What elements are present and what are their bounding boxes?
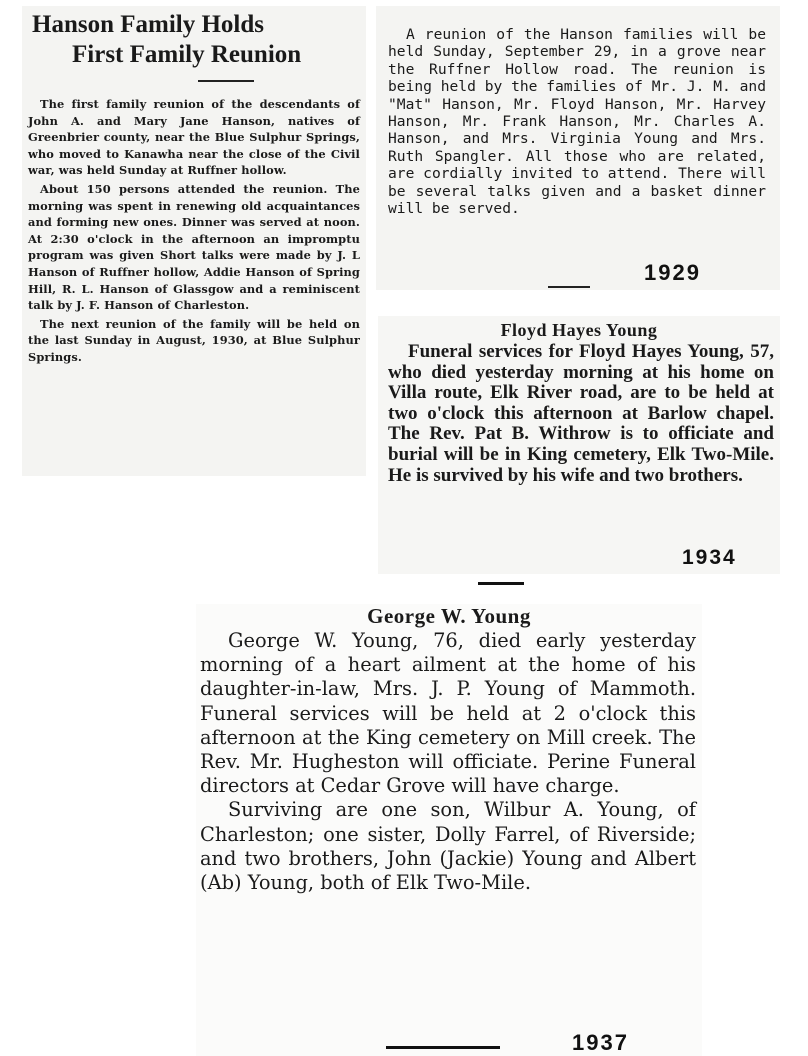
- notice-body: [388, 26, 766, 217]
- divider-rule: [548, 286, 590, 288]
- paragraph-1: The first family reunion of the descendants of John A. and Mary Jane Hanson, natives of Greenbrier county, near the Blue Sulphur Springs, who moved to Kanawha near the close of the Civil war, was held Sunday at Ruffner hollow.: [28, 97, 360, 178]
- george-young-obituary-clipping: [196, 604, 702, 1056]
- paragraph-2: About 150 persons attended the reunion. The morning was spent in renewing old acquaintances and forming new ones. Dinner was served at noon. At 2:30 o'clock in the afternoon an impromptu program was given Short talks were made by J. L Hanson of Ruffner hollow, Addie Hanson of Spring Hill, R. L. Hanson of Glassgow and a reminiscent talk by J. F. Hanson of Charleston.: [28, 181, 360, 313]
- headline-line-2: First Family Reunion: [72, 41, 302, 68]
- obituary-paragraph-2: Surviving are one son, Wilbur A. Young, of Charleston; one sister, Dolly Farrel, of Riverside; and two brothers, John (Jackie) Young and Albert (Ab) Young, both of Elk Two-Mile.: [200, 798, 696, 895]
- obituary-paragraph: Funeral services for Floyd Hayes Young, 57, who died yesterday morning at his home on Villa route, Elk River road, are to be held at two o'clock this afternoon at Barlow chapel. The Rev. Pat B. Withrow is to officiate and burial will be in King cemetery, Elk Two-Mile. He is survived by his wife and two brothers.: [388, 341, 774, 486]
- article-body: [28, 96, 360, 366]
- divider-rule: [478, 582, 524, 585]
- year-label-1929: 1929: [644, 260, 701, 285]
- year-label-1937: 1937: [572, 1030, 629, 1055]
- notice-paragraph: A reunion of the Hanson families will be held Sunday, September 29, in a grove near the Ruffner Hollow road. The reunion is being held by the families of Mr. J. M. and "Mat" Hanson, Mr. Floyd Hanson, Mr. Harvey Hanson, Mr. Frank Hanson, Mr. Charles A. Hanson, and Mrs. Virginia Young and Mrs. Ruth Spangler. All those who are related, are cordially invited to attend. There will be several talks given and a basket dinner will be served.: [388, 26, 766, 218]
- paragraph-3: The next reunion of the family will be held on the last Sunday in August, 1930, at Blue Sulphur Springs.: [28, 316, 360, 364]
- obituary-title: George W. Young: [367, 604, 531, 628]
- obituary-body: [388, 342, 774, 486]
- obituary-paragraph-1: George W. Young, 76, died early yesterday morning of a heart ailment at the home of his daughter-in-law, Mrs. J. P. Young of Mammoth. Funeral services will be held at 2 o'clock this afternoon at the King cemetery on Mill creek. The Rev. Mr. Hugheston will officiate. Perine Funeral directors at Cedar Grove will have charge.: [200, 629, 696, 798]
- floyd-young-obituary-clipping: [378, 316, 780, 574]
- reunion-notice-clipping: [376, 6, 780, 290]
- year-label-1934: 1934: [682, 546, 737, 569]
- divider-rule: [386, 1046, 500, 1049]
- obituary-body: [200, 629, 696, 895]
- divider-rule: [198, 80, 254, 82]
- obituary-title: Floyd Hayes Young: [500, 320, 658, 340]
- hanson-reunion-clipping: [22, 6, 366, 476]
- headline-line-1: Hanson Family Holds: [32, 11, 264, 38]
